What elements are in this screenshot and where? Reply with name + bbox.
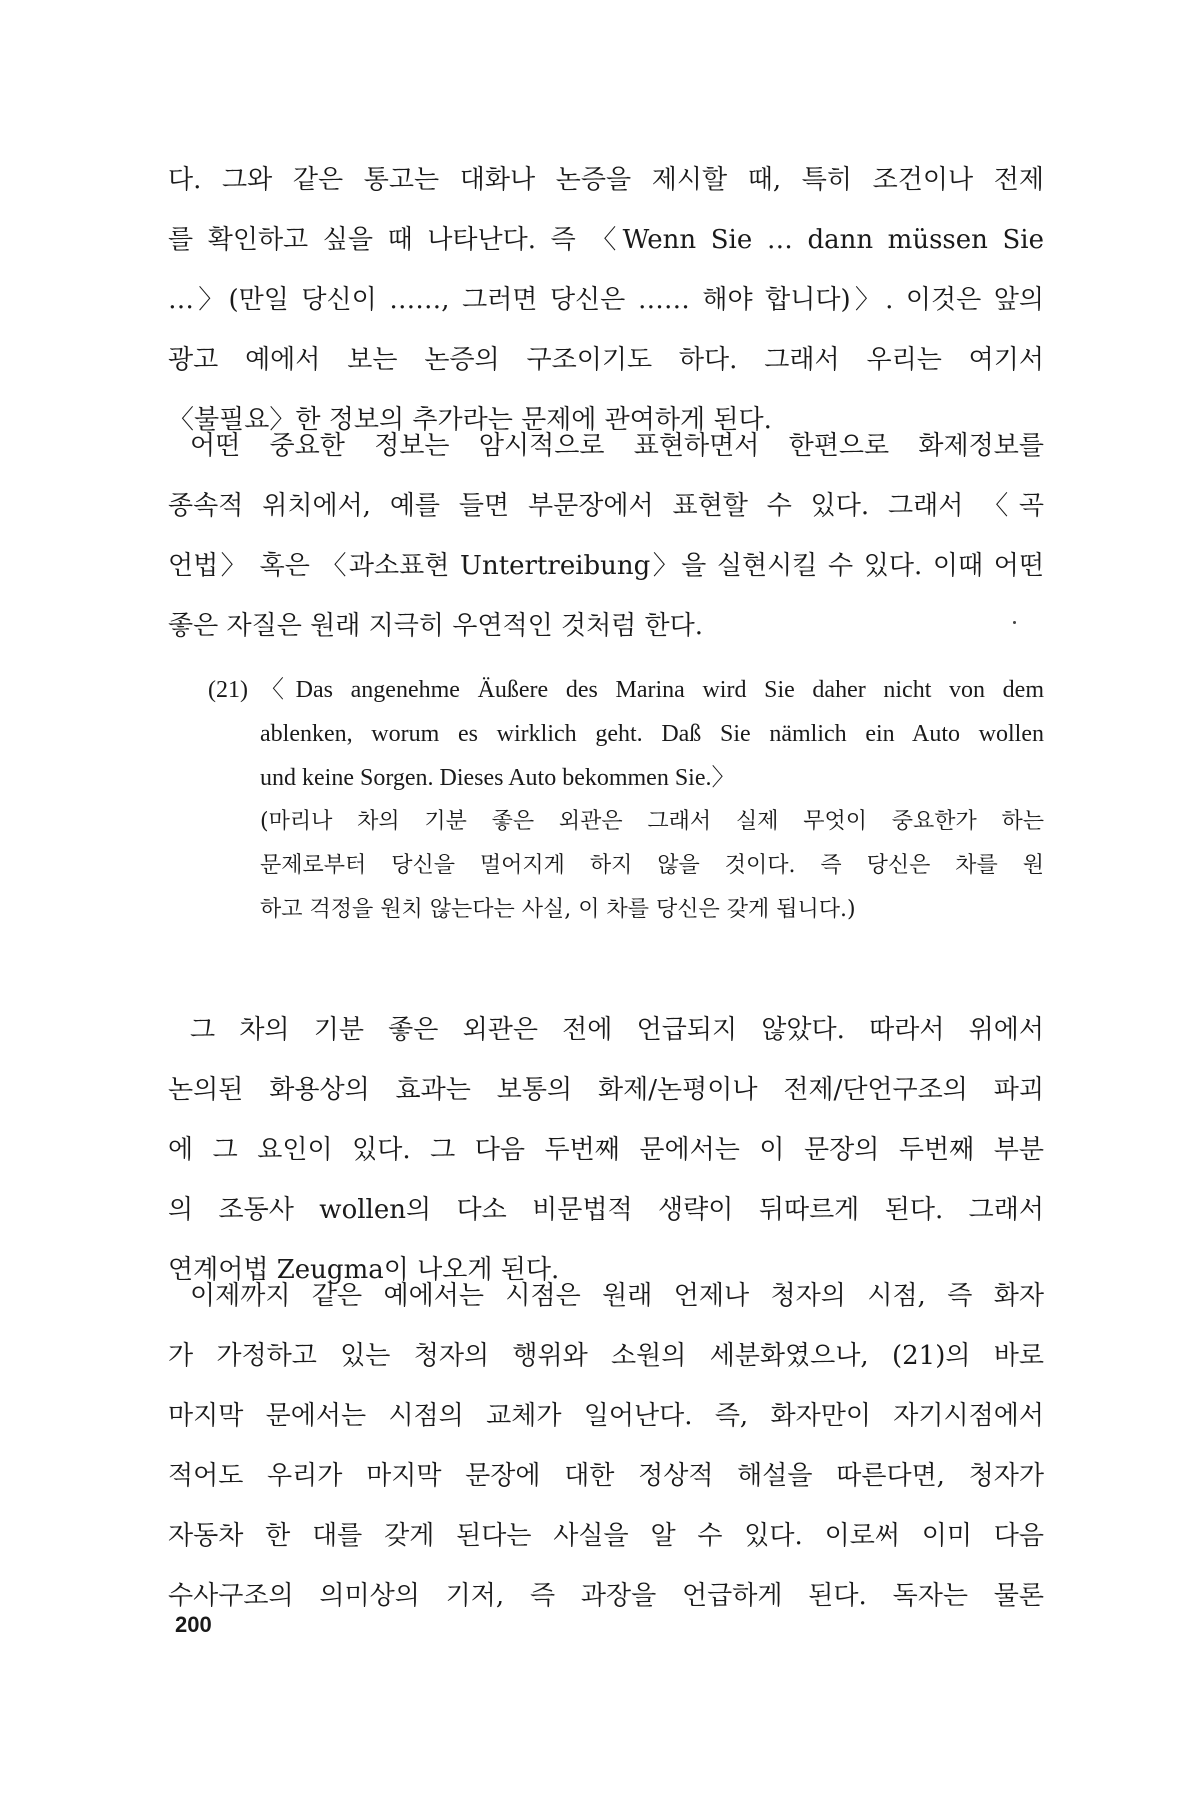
- text-line: 어떤 중요한 정보는 암시적으로 표현하면서 한편으로 화제정보를: [190, 431, 1044, 461]
- german-line: ablenken, worum es wirklich geht. Daß Sie nämlich ein Auto wollen: [260, 721, 1044, 747]
- text-line: …〉(만일 당신이 ……, 그러면 당신은 …… 해야 합니다)〉. 이것은 앞의: [168, 285, 1044, 315]
- paragraph-2: [168, 416, 1044, 656]
- example-body: [260, 668, 1044, 932]
- text-line: 이제까지 같은 예에서는 시점은 원래 언제나 청자의 시점, 즉 화자: [190, 1281, 1044, 1311]
- text-line: 광고 예에서 보는 논증의 구조이기도 하다. 그래서 우리는 여기서: [168, 345, 1044, 375]
- text-line: 그 차의 기분 좋은 외관은 전에 언급되지 않았다. 따라서 위에서: [190, 1015, 1044, 1045]
- text-line: 좋은 자질은 원래 지극히 우연적인 것처럼 한다.: [168, 611, 704, 641]
- translation-line: 하고 걱정을 원치 않는다는 사실, 이 차를 당신은 갖게 됩니다.): [260, 897, 856, 922]
- paragraph-3: [168, 1000, 1044, 1300]
- paragraph-1: [168, 150, 1044, 450]
- text-line: 자동차 한 대를 갖게 된다는 사실을 알 수 있다. 이로써 이미 다음: [168, 1521, 1044, 1551]
- example-number: (21): [208, 677, 248, 703]
- translation-line: (마리나 차의 기분 좋은 외관은 그래서 실제 무엇이 중요한가 하는: [260, 809, 1044, 834]
- text-line: 다. 그와 같은 통고는 대화나 논증을 제시할 때, 특히 조건이나 전제: [168, 165, 1044, 195]
- print-speck: [1013, 621, 1016, 624]
- text-line: 종속적 위치에서, 예를 들면 부문장에서 표현할 수 있다. 그래서 〈곡: [168, 491, 1044, 521]
- text-line: 언법〉 혹은 〈과소표현 Untertreibung〉을 실현시킬 수 있다. 이때 어떤: [168, 551, 1044, 581]
- text-line: 의 조동사 wollen의 다소 비문법적 생략이 뒤따르게 된다. 그래서: [168, 1195, 1044, 1225]
- text-line: 적어도 우리가 마지막 문장에 대한 정상적 해설을 따른다면, 청자가: [168, 1461, 1044, 1491]
- text-line: 마지막 문에서는 시점의 교체가 일어난다. 즉, 화자만이 자기시점에서: [168, 1401, 1044, 1431]
- german-line: und keine Sorgen. Dieses Auto bekommen Sie.〉: [260, 765, 736, 791]
- page-number: 200: [175, 1612, 212, 1637]
- text-line: 를 확인하고 싶을 때 나타난다. 즉 〈Wenn Sie … dann müssen Sie: [168, 225, 1044, 255]
- german-line: 〈Das angenehme Äußere des Marina wird Sie daher nicht von dem: [260, 677, 1044, 703]
- text-line: 〈불필요〉한 정보의 추가라는 문제에 관여하게 된다.: [168, 405, 772, 435]
- text-line: 수사구조의 의미상의 기저, 즉 과장을 언급하게 된다. 독자는 물론: [168, 1581, 1044, 1611]
- paragraph-4: [168, 1266, 1044, 1626]
- text-line: 에 그 요인이 있다. 그 다음 두번째 문에서는 이 문장의 두번째 부분: [168, 1135, 1044, 1165]
- text-line: 가 가정하고 있는 청자의 행위와 소원의 세분화였으나, (21)의 바로: [168, 1341, 1044, 1371]
- text-line: 연계어법 Zeugma이 나오게 된다.: [168, 1255, 560, 1285]
- text-line: 논의된 화용상의 효과는 보통의 화제/논평이나 전제/단언구조의 파괴: [168, 1075, 1044, 1105]
- translation-line: 문제로부터 당신을 멀어지게 하지 않을 것이다. 즉 당신은 차를 원: [260, 853, 1044, 878]
